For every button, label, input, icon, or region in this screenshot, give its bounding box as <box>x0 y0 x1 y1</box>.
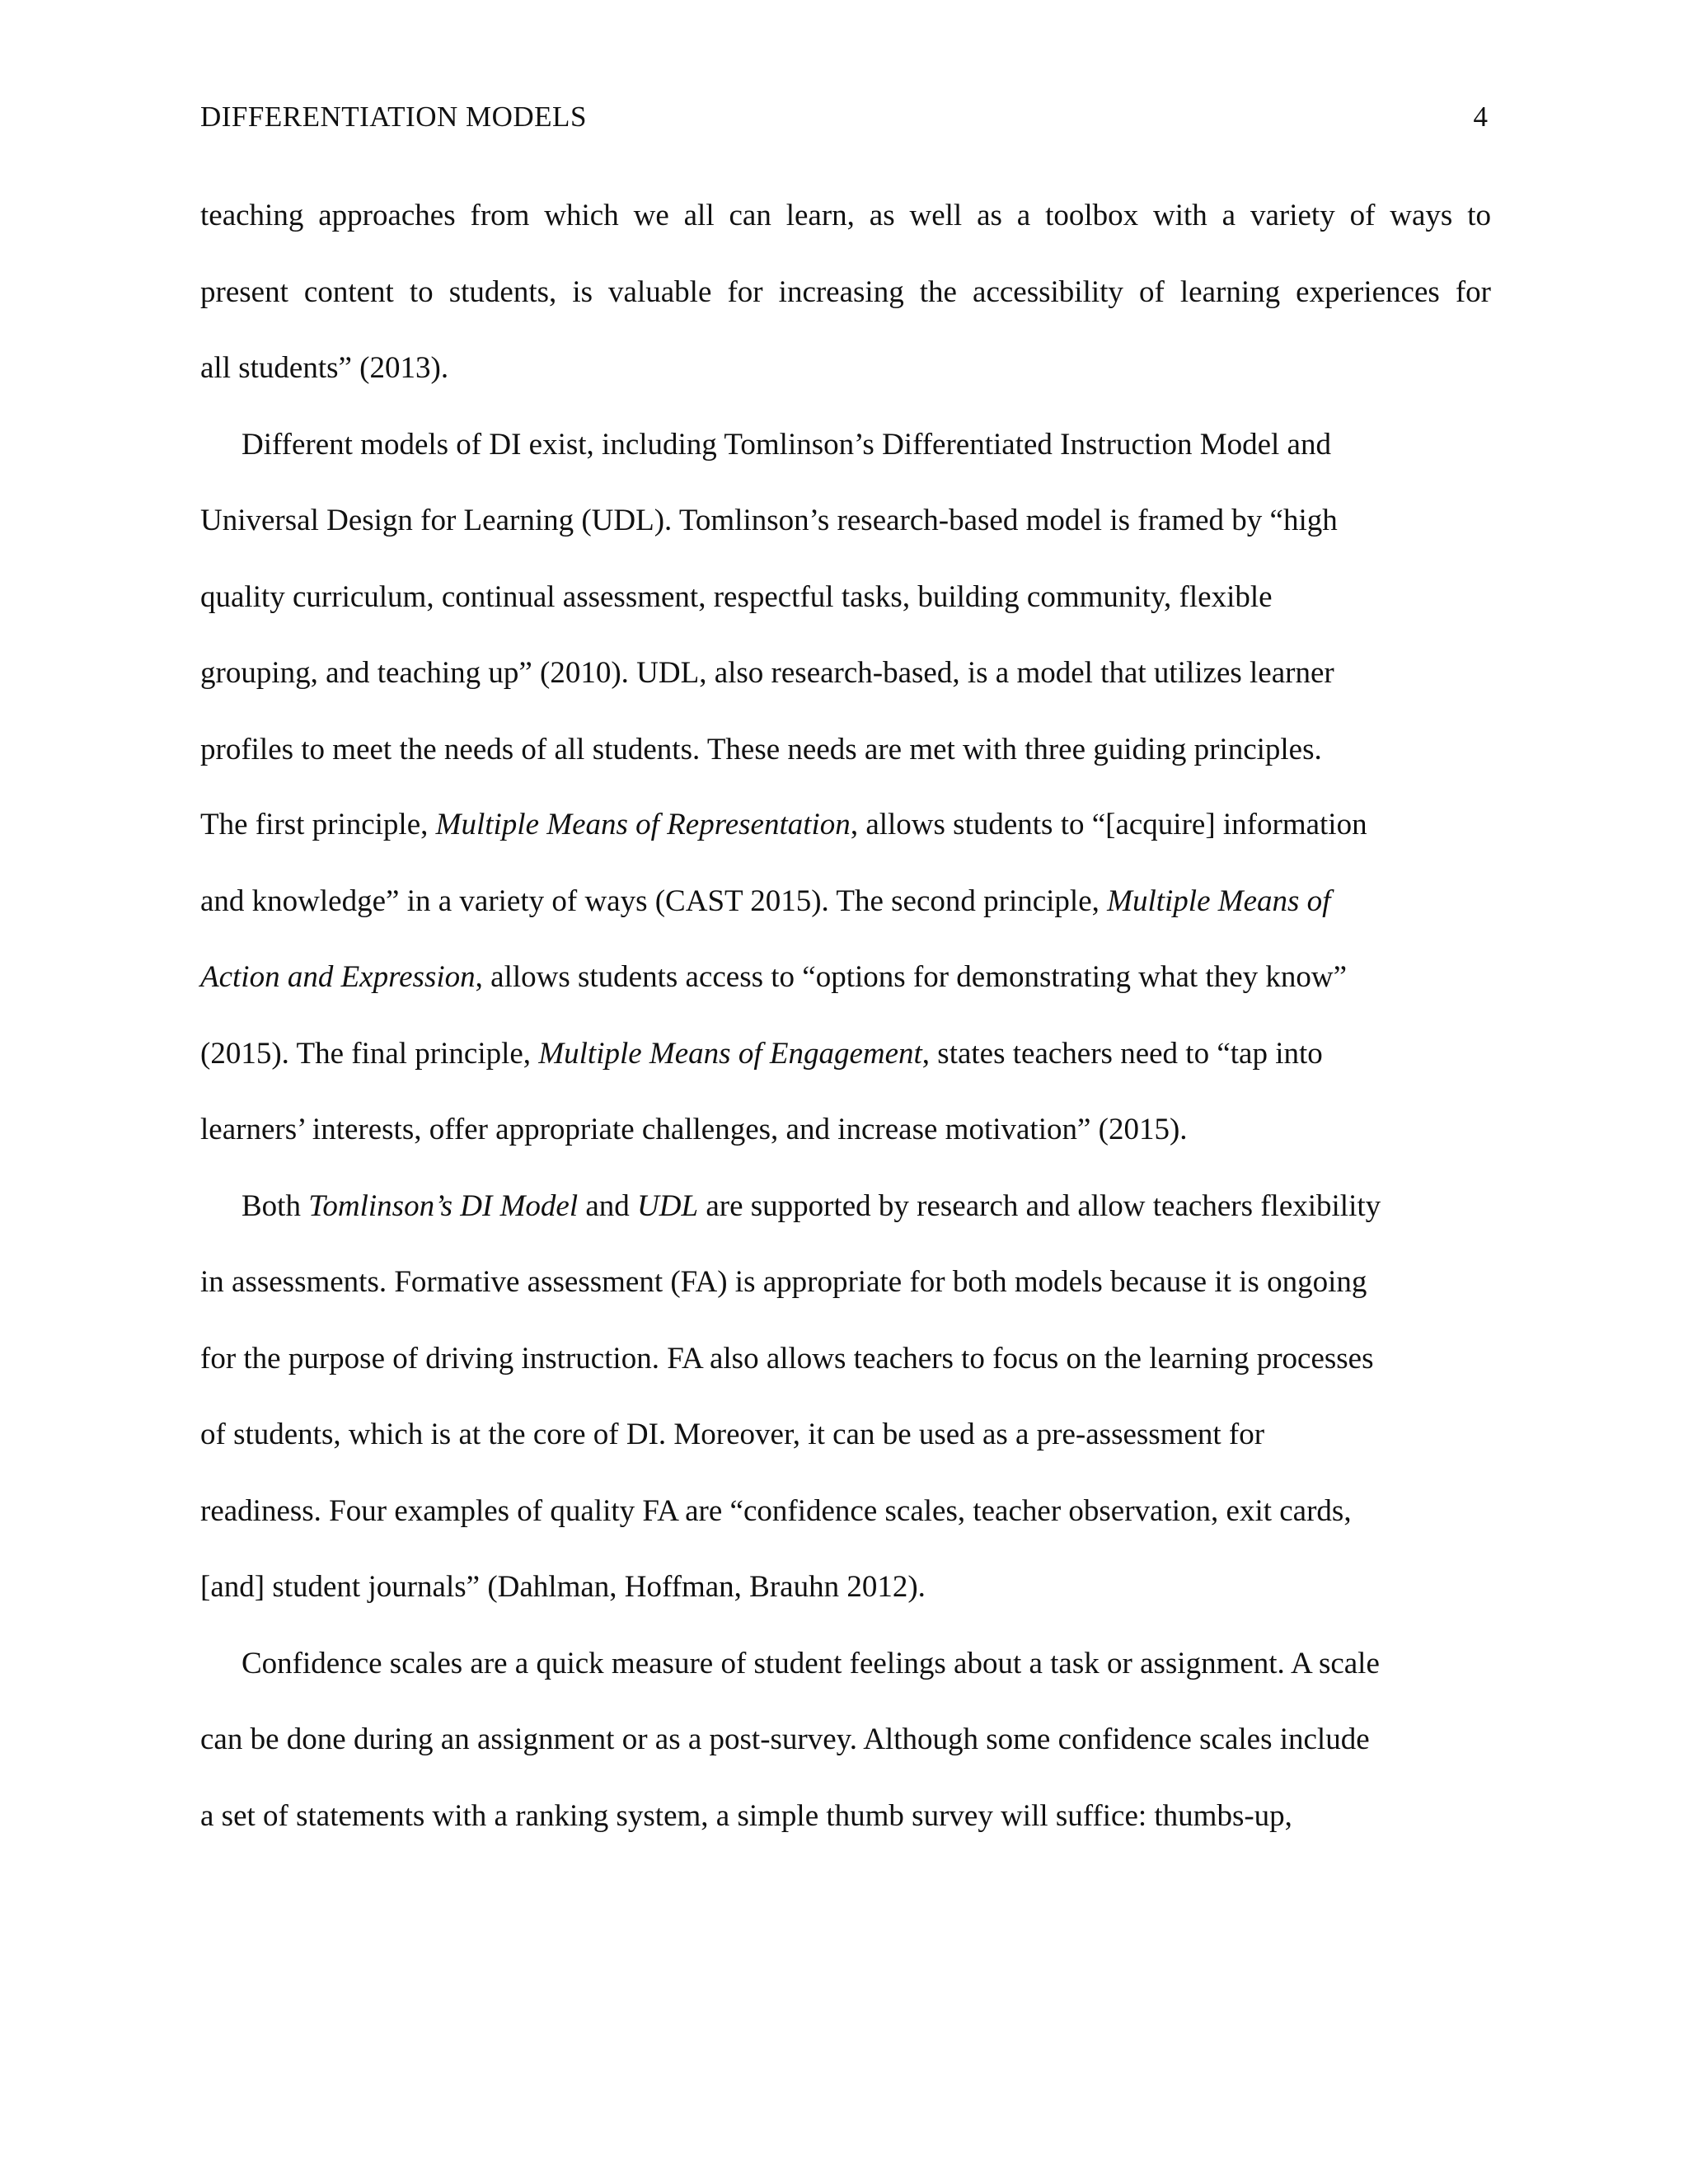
text-line <box>200 1639 1491 1716</box>
text-line <box>200 191 1491 268</box>
text-line <box>200 268 1491 344</box>
text-line <box>200 1334 1491 1411</box>
text-line <box>200 725 1491 801</box>
text-run: of students, which is at the core of DI. Moreover, it can be used as a pre-assessment for <box>200 1418 1265 1451</box>
text-run: , states teachers need to “tap into <box>921 1036 1323 1071</box>
italic-run: Tomlinson’s DI Model <box>308 1188 579 1223</box>
running-head <box>200 97 1488 137</box>
italic-run: Multiple Means of Engagement <box>538 1036 922 1071</box>
text-run: (2015). The final principle, <box>200 1036 539 1071</box>
text-line <box>200 1410 1491 1487</box>
text-run: Different models of DI exist, including Tomlinson’s Differentiated Instruction Model and <box>241 427 1331 462</box>
text-run: Confidence scales are a quick measure of student feelings about a task or assignment. A scale <box>241 1646 1380 1680</box>
text-line <box>200 1105 1491 1182</box>
text-run: can be done during an assignment or as a post-survey. Although some confidence scales include <box>200 1722 1370 1756</box>
text-run: for the purpose of driving instruction. FA also allows teachers to focus on the learning processes <box>200 1341 1374 1376</box>
italic-run: Multiple Means of Representation <box>435 808 851 841</box>
text-line <box>200 649 1491 725</box>
text-run: all students” (2013). <box>200 351 449 385</box>
text-run: present content to students, is valuable for increasing the accessibility of learning experiences for <box>200 274 1491 309</box>
text-run: readiness. Four examples of quality FA are “confidence scales, teacher observation, exit cards, <box>200 1493 1352 1528</box>
text-run: and <box>578 1188 638 1223</box>
italic-run: Multiple Means of <box>1107 883 1331 918</box>
text-run: [and] student journals” (Dahlman, Hoffman, Brauhn 2012). <box>200 1570 926 1604</box>
body-text <box>200 191 1491 1868</box>
text-line <box>200 1487 1491 1563</box>
text-line <box>200 420 1491 497</box>
page-number: 4 <box>1473 101 1488 133</box>
text-run: and knowledge” in a variety of ways (CAST 2015). The second principle, <box>200 883 1108 918</box>
running-title: DIFFERENTIATION MODELS <box>200 101 587 133</box>
text-run: , allows students to “[acquire] information <box>850 808 1367 841</box>
text-line <box>200 573 1491 649</box>
text-run: teaching approaches from which we all can learn, as well as a toolbox with a variety of ways to <box>200 199 1491 232</box>
text-line <box>200 344 1491 420</box>
italic-run: UDL <box>637 1188 699 1223</box>
text-line <box>200 800 1491 877</box>
text-run: , allows students access to “options for demonstrating what they know” <box>475 960 1348 994</box>
text-run: in assessments. Formative assessment (FA) is appropriate for both models because it is ongoing <box>200 1265 1367 1299</box>
text-line <box>200 953 1491 1029</box>
text-line <box>200 877 1491 954</box>
text-line <box>200 1182 1491 1258</box>
text-run: are supported by research and allow teachers flexibility <box>698 1188 1381 1223</box>
text-run: quality curriculum, continual assessment, respectful tasks, building community, flexible <box>200 579 1273 614</box>
italic-run: Action and Expression <box>200 960 476 994</box>
text-line <box>200 1715 1491 1792</box>
text-run: Both <box>241 1188 309 1223</box>
text-run: learners’ interests, offer appropriate challenges, and increase motivation” (2015). <box>200 1113 1188 1146</box>
text-line <box>200 1029 1491 1106</box>
text-run: grouping, and teaching up” (2010). UDL, also research-based, is a model that utilizes learner <box>200 656 1334 690</box>
text-line <box>200 1792 1491 1868</box>
text-line <box>200 496 1491 573</box>
text-run: a set of statements with a ranking system, a simple thumb survey will suffice: thumbs-up, <box>200 1798 1292 1833</box>
text-run: The first principle, <box>200 808 436 841</box>
text-run: profiles to meet the needs of all students. These needs are met with three guiding principles. <box>200 732 1322 766</box>
text-line <box>200 1258 1491 1334</box>
text-line <box>200 1563 1491 1639</box>
text-run: Universal Design for Learning (UDL). Tomlinson’s research-based model is framed by “high <box>200 504 1338 537</box>
